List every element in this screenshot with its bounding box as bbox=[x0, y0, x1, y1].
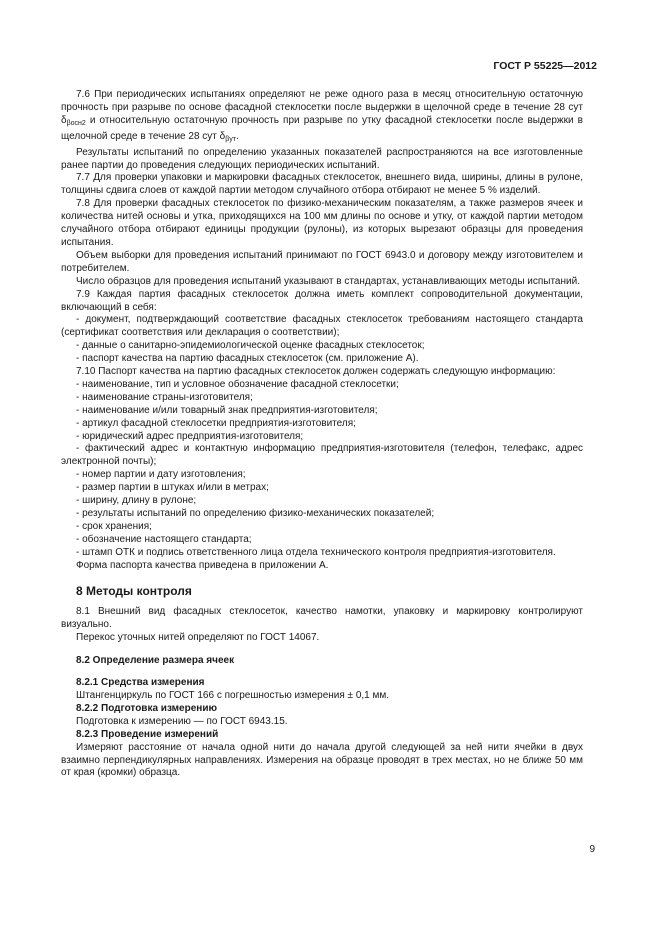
list-item: - срок хранения; bbox=[76, 520, 152, 532]
list-item: - наименование страны-изготовителя; bbox=[76, 391, 253, 403]
paragraph: Результаты испытаний по определению указанных показателей распространяются на все изготовленные ранее партии до проведения следующих периодических испытаний. bbox=[61, 146, 583, 171]
paragraph-7-10: 7.10 Паспорт качества на партию фасадных стеклосеток должен содержать следующую информацию: bbox=[76, 366, 556, 378]
subscript: βут bbox=[225, 135, 236, 143]
text-run: 7.6 При периодических испытаниях определяют не реже одного раза в месяц относительную остаточную прочность при разрыве по основе фасадной стеклосетки после выдержки в щелочной среде в течение 28 сут δ bbox=[61, 89, 583, 126]
list-item: - результаты испытаний по определению физико-механических показателей; bbox=[76, 508, 435, 519]
paragraph-8-1: 8.1 Внешний вид фасадных стеклосеток, качество намотки, упаковку и маркировку контролируют визуально. bbox=[61, 606, 583, 631]
paragraph-7-7: 7.7 Для проверки упаковки и маркировки фасадных стеклосеток, внешнего вида, ширины, длины в рулоне, толщины сдвига слоев от каждой партии методом случайного отбора отбирают не менее 5 % изделий. bbox=[61, 172, 583, 197]
list-item: - штамп ОТК и подпись ответственного лица отдела технического контроля предприятия-изготовителя. bbox=[76, 546, 556, 558]
list-item: - юридический адрес предприятия-изготовителя; bbox=[76, 430, 304, 442]
list-item: - паспорт качества на партию фасадных стеклосеток (см. приложение А). bbox=[76, 353, 419, 365]
text-run: . bbox=[235, 130, 239, 142]
document-body bbox=[61, 89, 583, 780]
paragraph: Штангенциркуль по ГОСТ 166 с погрешностью измерения ± 0,1 мм. bbox=[76, 689, 390, 701]
list-item: - артикул фасадной стеклосетки предприятия-изготовителя; bbox=[76, 417, 356, 429]
list-item: - наименование, тип и условное обозначение фасадной стеклосетки; bbox=[76, 378, 399, 390]
list-item: - обозначение настоящего стандарта; bbox=[76, 533, 252, 545]
list-item: - ширину, длину в рулоне; bbox=[76, 495, 197, 507]
list-item: - наименование и/или товарный знак предприятия-изготовителя; bbox=[76, 404, 378, 416]
list-item: - фактический адрес и контактную информацию предприятия-изготовителя (телефон, телефакс, адрес электронной почты); bbox=[61, 443, 583, 468]
subsection-heading-8-2-2: 8.2.2 Подготовка измерению bbox=[76, 702, 218, 714]
list-item: - размер партии в штуках и/или в метрах; bbox=[76, 482, 269, 494]
subscript: βосн2 bbox=[66, 119, 86, 127]
paragraph-7-8: 7.8 Для проверки фасадных стеклосеток по физико-механическим показателям, а также размеров ячеек и количества нитей основы и утка, приходящихся на 100 мм длины по основе и утку, от каждой партии методом случайного отбора отбирают единицы продукции (рулоны), из которых вырезают образцы для проведения испытания. bbox=[61, 198, 583, 248]
paragraph: Измеряют расстояние от начала одной нити до начала другой следующей за ней нити ячейки в двух взаимно перпендикулярных направлениях. Измерения на образце проводят в трех местах, но не ближе 50 мм от края (кромки) образца. bbox=[61, 741, 583, 779]
text-run: и относительную остаточную прочность при разрыве по утку фасадной стеклосетки после выдержки в щелочной среде в течение 28 сут δ bbox=[61, 114, 583, 142]
standard-number: ГОСТ Р 55225—2012 bbox=[493, 60, 597, 72]
subsection-heading-8-2-1: 8.2.1 Средства измерения bbox=[76, 677, 205, 689]
list-item: - документ, подтверждающий соответствие фасадных стеклосеток требованиям настоящего стандарта (сертификат соответствия или декларация о соответствии); bbox=[61, 314, 583, 339]
paragraph: Подготовка к измерению — по ГОСТ 6943.15. bbox=[76, 715, 288, 727]
paragraph-7-9: 7.9 Каждая партия фасадных стеклосеток должна иметь комплект сопроводительной документации, включающий в себя: bbox=[61, 288, 583, 313]
paragraph-7-6 bbox=[61, 89, 583, 147]
paragraph: Форма паспорта качества приведена в приложении А. bbox=[76, 559, 329, 571]
list-item: - данные о санитарно-эпидемиологической оценке фасадных стеклосеток; bbox=[76, 340, 425, 352]
paragraph: Объем выборки для проведения испытаний принимают по ГОСТ 6943.0 и договору между изготовителем и потребителем. bbox=[61, 249, 583, 274]
paragraph: Перекос уточных нитей определяют по ГОСТ 14067. bbox=[76, 632, 320, 644]
subsection-heading-8-2-3: 8.2.3 Проведение измерений bbox=[76, 728, 219, 740]
page-number: 9 bbox=[589, 844, 595, 855]
paragraph: Число образцов для проведения испытаний указывают в стандартах, устанавливающих методы испытаний. bbox=[76, 275, 580, 287]
subsection-heading-8-2: 8.2 Определение размера ячеек bbox=[76, 655, 235, 667]
section-heading-8: 8 Методы контроля bbox=[76, 583, 192, 598]
list-item: - номер партии и дату изготовления; bbox=[76, 469, 246, 481]
